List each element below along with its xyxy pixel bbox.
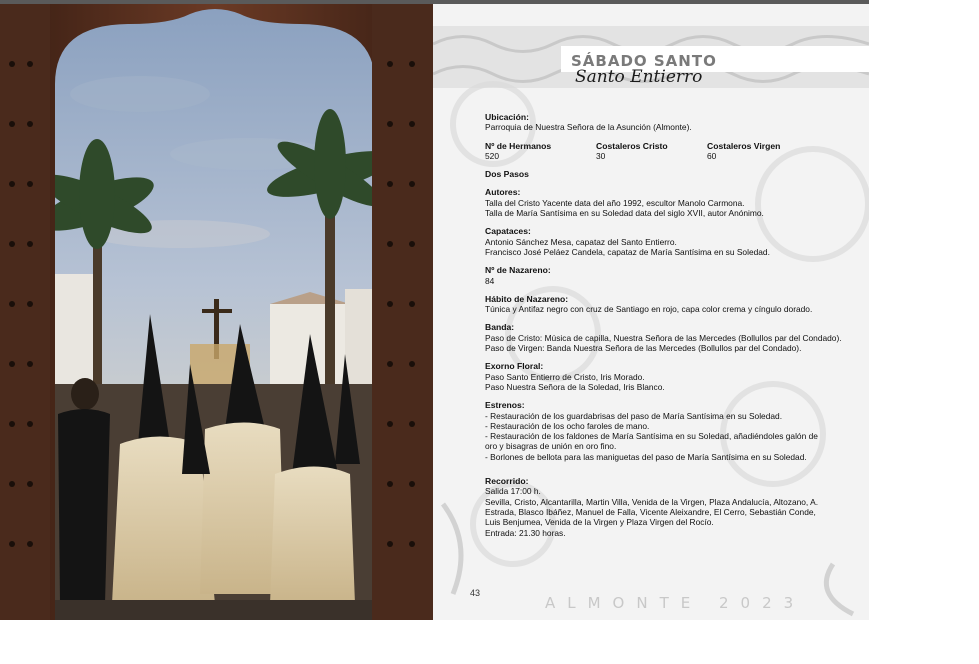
value-nazareno: 84 xyxy=(485,275,495,286)
footer-watermark: ALMONTE 2023 xyxy=(545,594,806,612)
section-ubicacion xyxy=(485,112,825,133)
label-exorno: Exorno Floral: xyxy=(485,361,544,372)
label-pasos: Dos Pasos xyxy=(485,169,529,180)
text-page xyxy=(433,4,869,620)
brotherhood-info xyxy=(485,112,842,546)
section-recorrido xyxy=(485,476,825,538)
section-capataces xyxy=(485,226,825,257)
book-spread xyxy=(0,4,869,620)
section-exorno xyxy=(485,361,825,392)
text-salida: Salida 17:00 h. xyxy=(485,486,541,497)
stat-value: 520 xyxy=(485,150,499,161)
stat-costaleros-cristo xyxy=(596,141,707,162)
section-estrenos xyxy=(485,400,825,462)
stat-value: 60 xyxy=(707,150,717,161)
label-ubicacion: Ubicación: xyxy=(485,112,529,122)
stat-label: Costaleros Cristo xyxy=(596,140,668,151)
stat-costaleros-virgen xyxy=(707,141,818,162)
page-number: 43 xyxy=(470,588,481,598)
procession-photo-illustration xyxy=(0,4,433,620)
text-entrada: Entrada: 21.30 horas. xyxy=(485,527,566,538)
stat-label: Costaleros Virgen xyxy=(707,140,781,151)
text-line: Antonio Sánchez Mesa, capataz del Santo Entierro. xyxy=(485,236,677,247)
section-stats xyxy=(485,141,825,162)
text-line: Paso Nuestra Señora de la Soledad, Iris Blanco. xyxy=(485,381,665,392)
stat-value: 30 xyxy=(596,150,606,161)
text-ubicacion: Parroquia de Nuestra Señora de la Asunción (Almonte). xyxy=(485,122,692,133)
section-banda xyxy=(485,322,842,354)
text-line: - Restauración de los ocho faroles de mano. xyxy=(485,420,650,431)
text-line: Paso de Cristo: Música de capilla, Nuestra Señora de las Mercedes (Bollullos par del Condado). xyxy=(485,332,842,343)
section-nazareno xyxy=(485,265,825,286)
label-estrenos: Estrenos: xyxy=(485,400,525,411)
text-line: - Borlones de bellota para las maniguetas del paso de María Santísima en su Soledad. xyxy=(485,451,807,462)
text-line: Talla del Cristo Yacente data del año 1992, escultor Manolo Carmona. xyxy=(485,197,745,208)
text-habito: Túnica y Antifaz negro con cruz de Santiago en rojo, capa color crema y cíngulo dorado. xyxy=(485,304,813,315)
page-title: SÁBADO SANTO xyxy=(571,52,717,70)
stat-label: Nº de Hermanos xyxy=(485,140,552,151)
label-recorrido: Recorrido: xyxy=(485,476,529,487)
text-route: Sevilla, Cristo, Alcantarilla, Martin Villa, Venida de la Virgen, Plaza Andalucía, Altozano, A. Estrada, Blasco Ibáñez, Manuel de Falla, Vicente Aleixandre, El Cerro, Sebastián Conde, Luis Benjumea, Venida de la Virgen y Plaza Virgen del Rocío. xyxy=(485,496,819,528)
page-subtitle: Santo Entierro xyxy=(575,67,703,87)
procession-photo xyxy=(0,4,433,620)
text-line: - Restauración de los guardabrisas del paso de María Santísima en su Soledad. xyxy=(485,410,783,421)
label-habito: Hábito de Nazareno: xyxy=(485,293,569,304)
stat-hermanos xyxy=(485,141,596,162)
label-autores: Autores: xyxy=(485,187,521,198)
label-nazareno: Nº de Nazareno: xyxy=(485,265,551,276)
text-line: Francisco José Peláez Candela, capataz de María Santísima en su Soledad. xyxy=(485,246,770,257)
text-line: Paso de Virgen: Banda Nuestra Señora de las Mercedes (Bollullos par del Condado). xyxy=(485,343,802,354)
section-pasos xyxy=(485,169,825,179)
label-banda: Banda: xyxy=(485,322,515,333)
label-capataces: Capataces: xyxy=(485,226,531,237)
text-line: Talla de María Santísima en su Soledad data del siglo XVII, autor Anónimo. xyxy=(485,208,764,219)
section-autores xyxy=(485,187,825,218)
text-line: - Restauración de los faldones de María Santísima en su Soledad, añadiéndoles galón de oro y bisagras de unión en oro fino. xyxy=(485,431,818,452)
text-line: Paso Santo Entierro de Cristo, Iris Morado. xyxy=(485,371,645,382)
section-habito xyxy=(485,294,825,315)
